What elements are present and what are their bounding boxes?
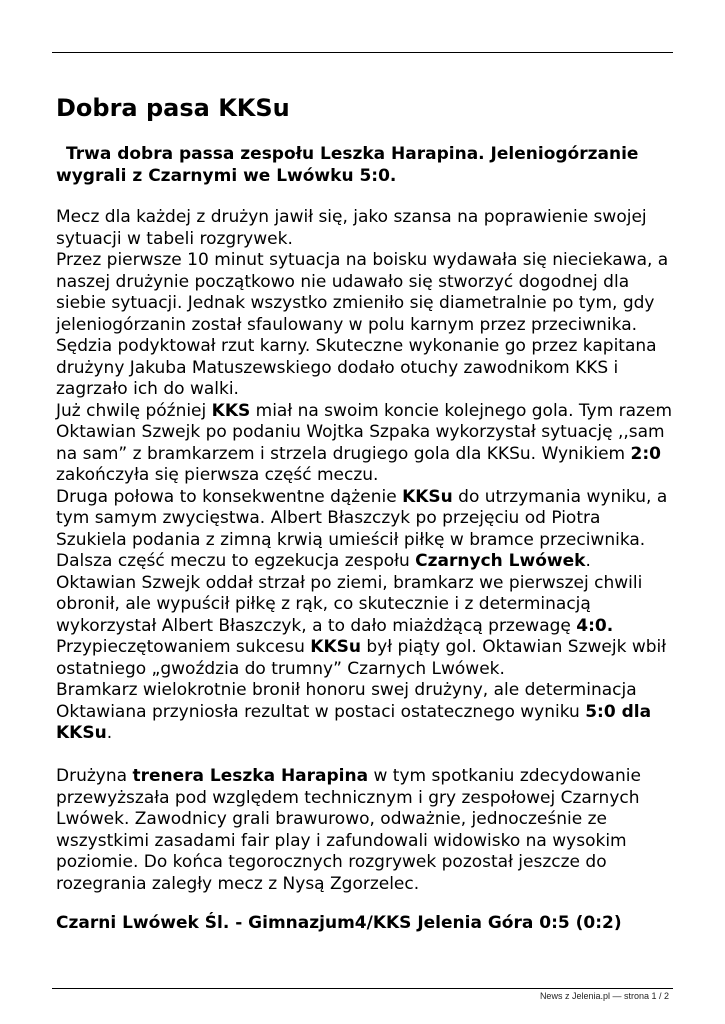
paragraph-3: [56, 401, 676, 487]
bold-score: 5:0 dla KKSu: [56, 701, 652, 743]
match-result: Czarni Lwówek Śl. - Gimnazjum4/KKS Jelenia Góra 0:5 (0:2): [56, 913, 622, 933]
text: do utrzymania wyniku, a tym samym zwycięstwa. Albert Błaszczyk po przejęciu od Piotra Szukiela podania z zimną krwią umieścił piłkę w bramce przeciwnika. Dalsza część meczu to egzekucja zespołu: [56, 486, 668, 571]
page-footer: News z Jelenia.pl — strona 1 / 2: [539, 991, 669, 1001]
bold-team: Czarnych Lwówek: [415, 551, 586, 571]
text: Drużyna: [56, 766, 133, 786]
lead-text: Trwa dobra passa zespołu Leszka Harapina. Jeleniogórzanie wygrali z Czarnymi we Lwówku 5:0.: [56, 144, 639, 186]
paragraph-4: [56, 487, 676, 745]
text: w tym spotkaniu zdecydowanie przewyższała pod względem technicznym i gry zespołowej Czarnych Lwówek. Zawodnicy grali brawurowo, odważnie, jednocześnie ze wszystkimi zasadami fair play i zafundowali widowisko na wysokim poziomie. Do końca tegorocznych rozgrywek pozostał jeszcze do rozegrania zaległy mecz z Nysą Zgorzelec.: [56, 766, 641, 894]
top-rule: [52, 52, 673, 53]
text: Przypieczętowaniem sukcesu: [56, 637, 311, 657]
article-title: Dobra pasa KKSu: [56, 94, 290, 122]
text: Już chwilę później: [56, 400, 212, 421]
paragraph-1: Mecz dla każdej z drużyn jawił się, jako szansa na poprawienie swojej sytuacji w tabeli rozgrywek.: [56, 207, 647, 249]
bold-team: KKS: [211, 400, 251, 421]
bold-coach: trenera Leszka Harapina: [132, 766, 369, 786]
bold-team: KKSu: [310, 637, 361, 657]
text: miał na swoim koncie kolejnego gola. Tym razem Oktawian Szwejk po podaniu Wojtka Szpaka wykorzystał sytuację ,,sam na sam” z bramkarzem i strzela drugiego gola dla KKSu. Wynikiem: [56, 400, 673, 464]
text: był piąty gol. Oktawian Szwejk wbił ostatniego „gwoździa do trumny” Czarnych Lwówek.: [56, 637, 667, 679]
text: zakończyła się pierwsza część meczu.: [56, 465, 379, 485]
bold-team: KKSu: [402, 486, 453, 507]
article: [56, 94, 676, 935]
paragraph-2: Przez pierwsze 10 minut sytuacja na boisku wydawała się nieciekawa, a naszej drużynie początkowo nie udawało się stworzyć dogodnej dla siebie sytuacji. Jednak wszystko zmieniło się diametralnie po tym, gdy jeleniogórzanin został sfaulowany w polu karnym przez przeciwnika. Sędzia podyktował rzut karny. Skuteczne wykonanie go przez kapitana drużyny Jakuba Matuszewskiego dodało otuchy zawodnikom KKS i zagrzało ich do walki.: [56, 250, 669, 399]
text: .: [106, 723, 113, 743]
text: Druga połowa to konsekwentne dążenie: [56, 486, 403, 507]
bottom-rule: [52, 988, 673, 989]
paragraph-5: [56, 766, 676, 895]
bold-score: 2:0: [630, 443, 661, 464]
text: . Oktawian Szwejk oddał strzał po ziemi, bramkarz we pierwszej chwili obronił, ale wypuścił piłkę z rąk, co skutecznie i z determinacją wykorzystał Albert Błaszczyk, a to dało miażdżącą przewagę: [56, 551, 643, 636]
bold-score: 4:0.: [576, 615, 614, 636]
article-body: [56, 207, 676, 895]
text: Bramkarz wielokrotnie bronił honoru swej drużyny, ale determinacja Oktawiana przyniosła rezultat w postaci ostatecznego wyniku: [56, 680, 637, 722]
article-lead: [56, 144, 676, 187]
